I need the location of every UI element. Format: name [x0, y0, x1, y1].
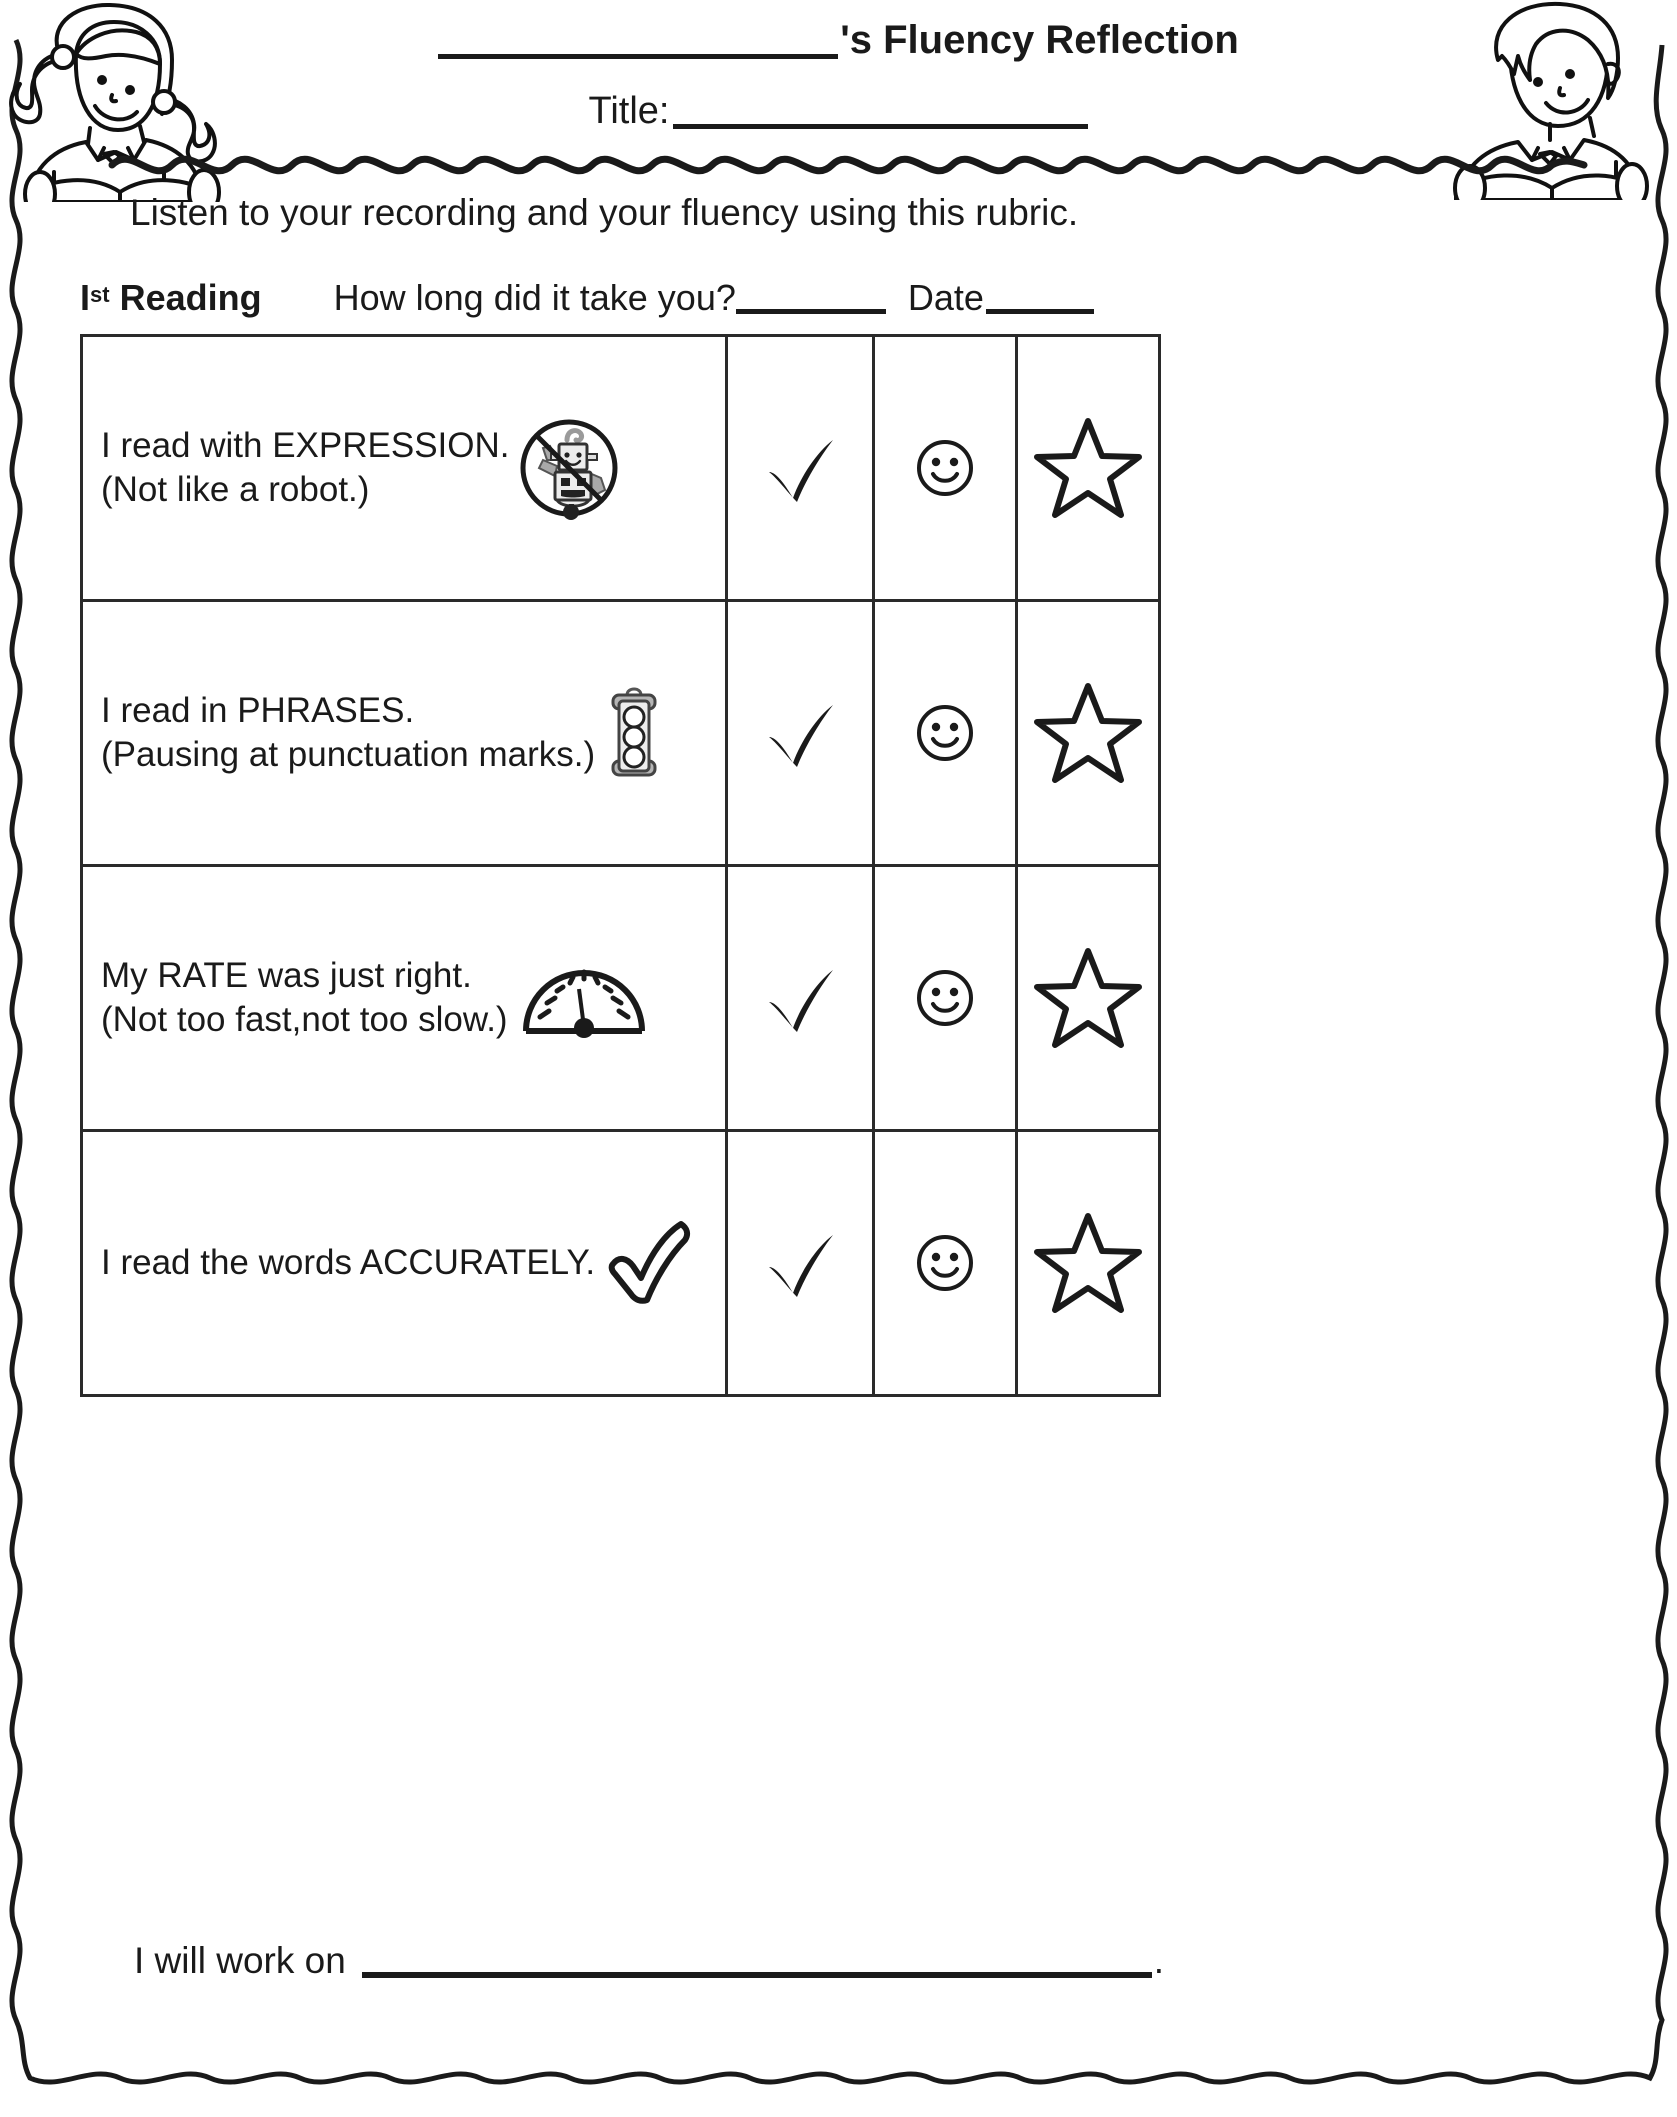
statement-line2: (Not like a robot.)	[101, 470, 370, 509]
goal-blank-line[interactable]	[362, 1972, 1152, 1978]
star-outline-icon[interactable]	[1018, 337, 1158, 599]
smiley-face-icon[interactable]	[875, 867, 1015, 1129]
statement-line1: My RATE was just right.	[101, 956, 472, 996]
speedometer-icon	[516, 955, 652, 1041]
smiley-cell[interactable]	[874, 866, 1017, 1131]
reading-ordinal: I	[80, 277, 91, 318]
goal-label: I will work on	[134, 1940, 346, 1981]
title-label: Title:	[588, 90, 670, 132]
smiley-face-icon[interactable]	[875, 1132, 1015, 1394]
statement-line2: (Pausing at punctuation marks.)	[101, 735, 596, 774]
check-cell[interactable]	[727, 601, 874, 866]
check-mark-icon[interactable]	[728, 1132, 872, 1394]
date-blank-line[interactable]	[986, 309, 1094, 314]
star-cell[interactable]	[1017, 336, 1160, 601]
name-blank-line[interactable]	[438, 54, 838, 59]
check-cell[interactable]	[727, 866, 874, 1131]
reading-ordinal-label	[80, 277, 262, 318]
statement-cell-accuracy	[82, 1131, 727, 1396]
instructions-text: Listen to your recording and your fluency using this rubric.	[130, 192, 1079, 233]
check-mark-icon[interactable]	[728, 867, 872, 1129]
reading-ordinal-suffix: st	[90, 282, 110, 307]
big-check-outline-icon	[603, 1218, 695, 1308]
smiley-cell[interactable]	[874, 1131, 1017, 1396]
goal-period: .	[1153, 1940, 1165, 1981]
title-blank-line[interactable]	[673, 124, 1088, 129]
check-cell[interactable]	[727, 336, 874, 601]
statement-line1: I read in PHRASES.	[101, 691, 415, 731]
check-mark-icon[interactable]	[728, 337, 872, 599]
statement-cell-rate	[82, 866, 727, 1131]
table-row	[82, 601, 1160, 866]
table-row	[82, 866, 1160, 1131]
star-outline-icon[interactable]	[1018, 867, 1158, 1129]
statement-line1: I read the words ACCURATELY.	[101, 1243, 596, 1283]
smiley-face-icon[interactable]	[875, 602, 1015, 864]
date-label: Date	[907, 277, 984, 318]
smiley-cell[interactable]	[874, 336, 1017, 601]
page-title-text: 's Fluency Reflection	[840, 18, 1239, 62]
time-blank-line[interactable]	[736, 309, 886, 314]
star-cell[interactable]	[1017, 601, 1160, 866]
reading-label-text: Reading	[119, 277, 262, 318]
statement-line1: I read with EXPRESSION.	[101, 426, 510, 466]
statement-cell-expression	[82, 336, 727, 601]
smiley-cell[interactable]	[874, 601, 1017, 866]
title-field-row	[0, 90, 1677, 133]
page-title	[0, 18, 1677, 63]
smiley-face-icon[interactable]	[875, 337, 1015, 599]
star-cell[interactable]	[1017, 1131, 1160, 1396]
goal-row	[134, 1940, 1164, 1982]
star-outline-icon[interactable]	[1018, 602, 1158, 864]
table-row	[82, 336, 1160, 601]
statement-cell-phrases	[82, 601, 727, 866]
time-question-label: How long did it take you?	[333, 277, 736, 318]
star-outline-icon[interactable]	[1018, 1132, 1158, 1394]
traffic-light-icon	[603, 681, 665, 785]
check-mark-icon[interactable]	[728, 602, 872, 864]
check-cell[interactable]	[727, 1131, 874, 1396]
table-row	[82, 1131, 1160, 1396]
star-cell[interactable]	[1017, 866, 1160, 1131]
no-robot-icon	[517, 416, 621, 520]
fluency-rubric-table	[80, 334, 1161, 1397]
header-wave-divider	[108, 140, 1588, 190]
statement-line2: (Not too fast,not too slow.)	[101, 1000, 508, 1039]
reading-header-row	[80, 277, 1530, 323]
